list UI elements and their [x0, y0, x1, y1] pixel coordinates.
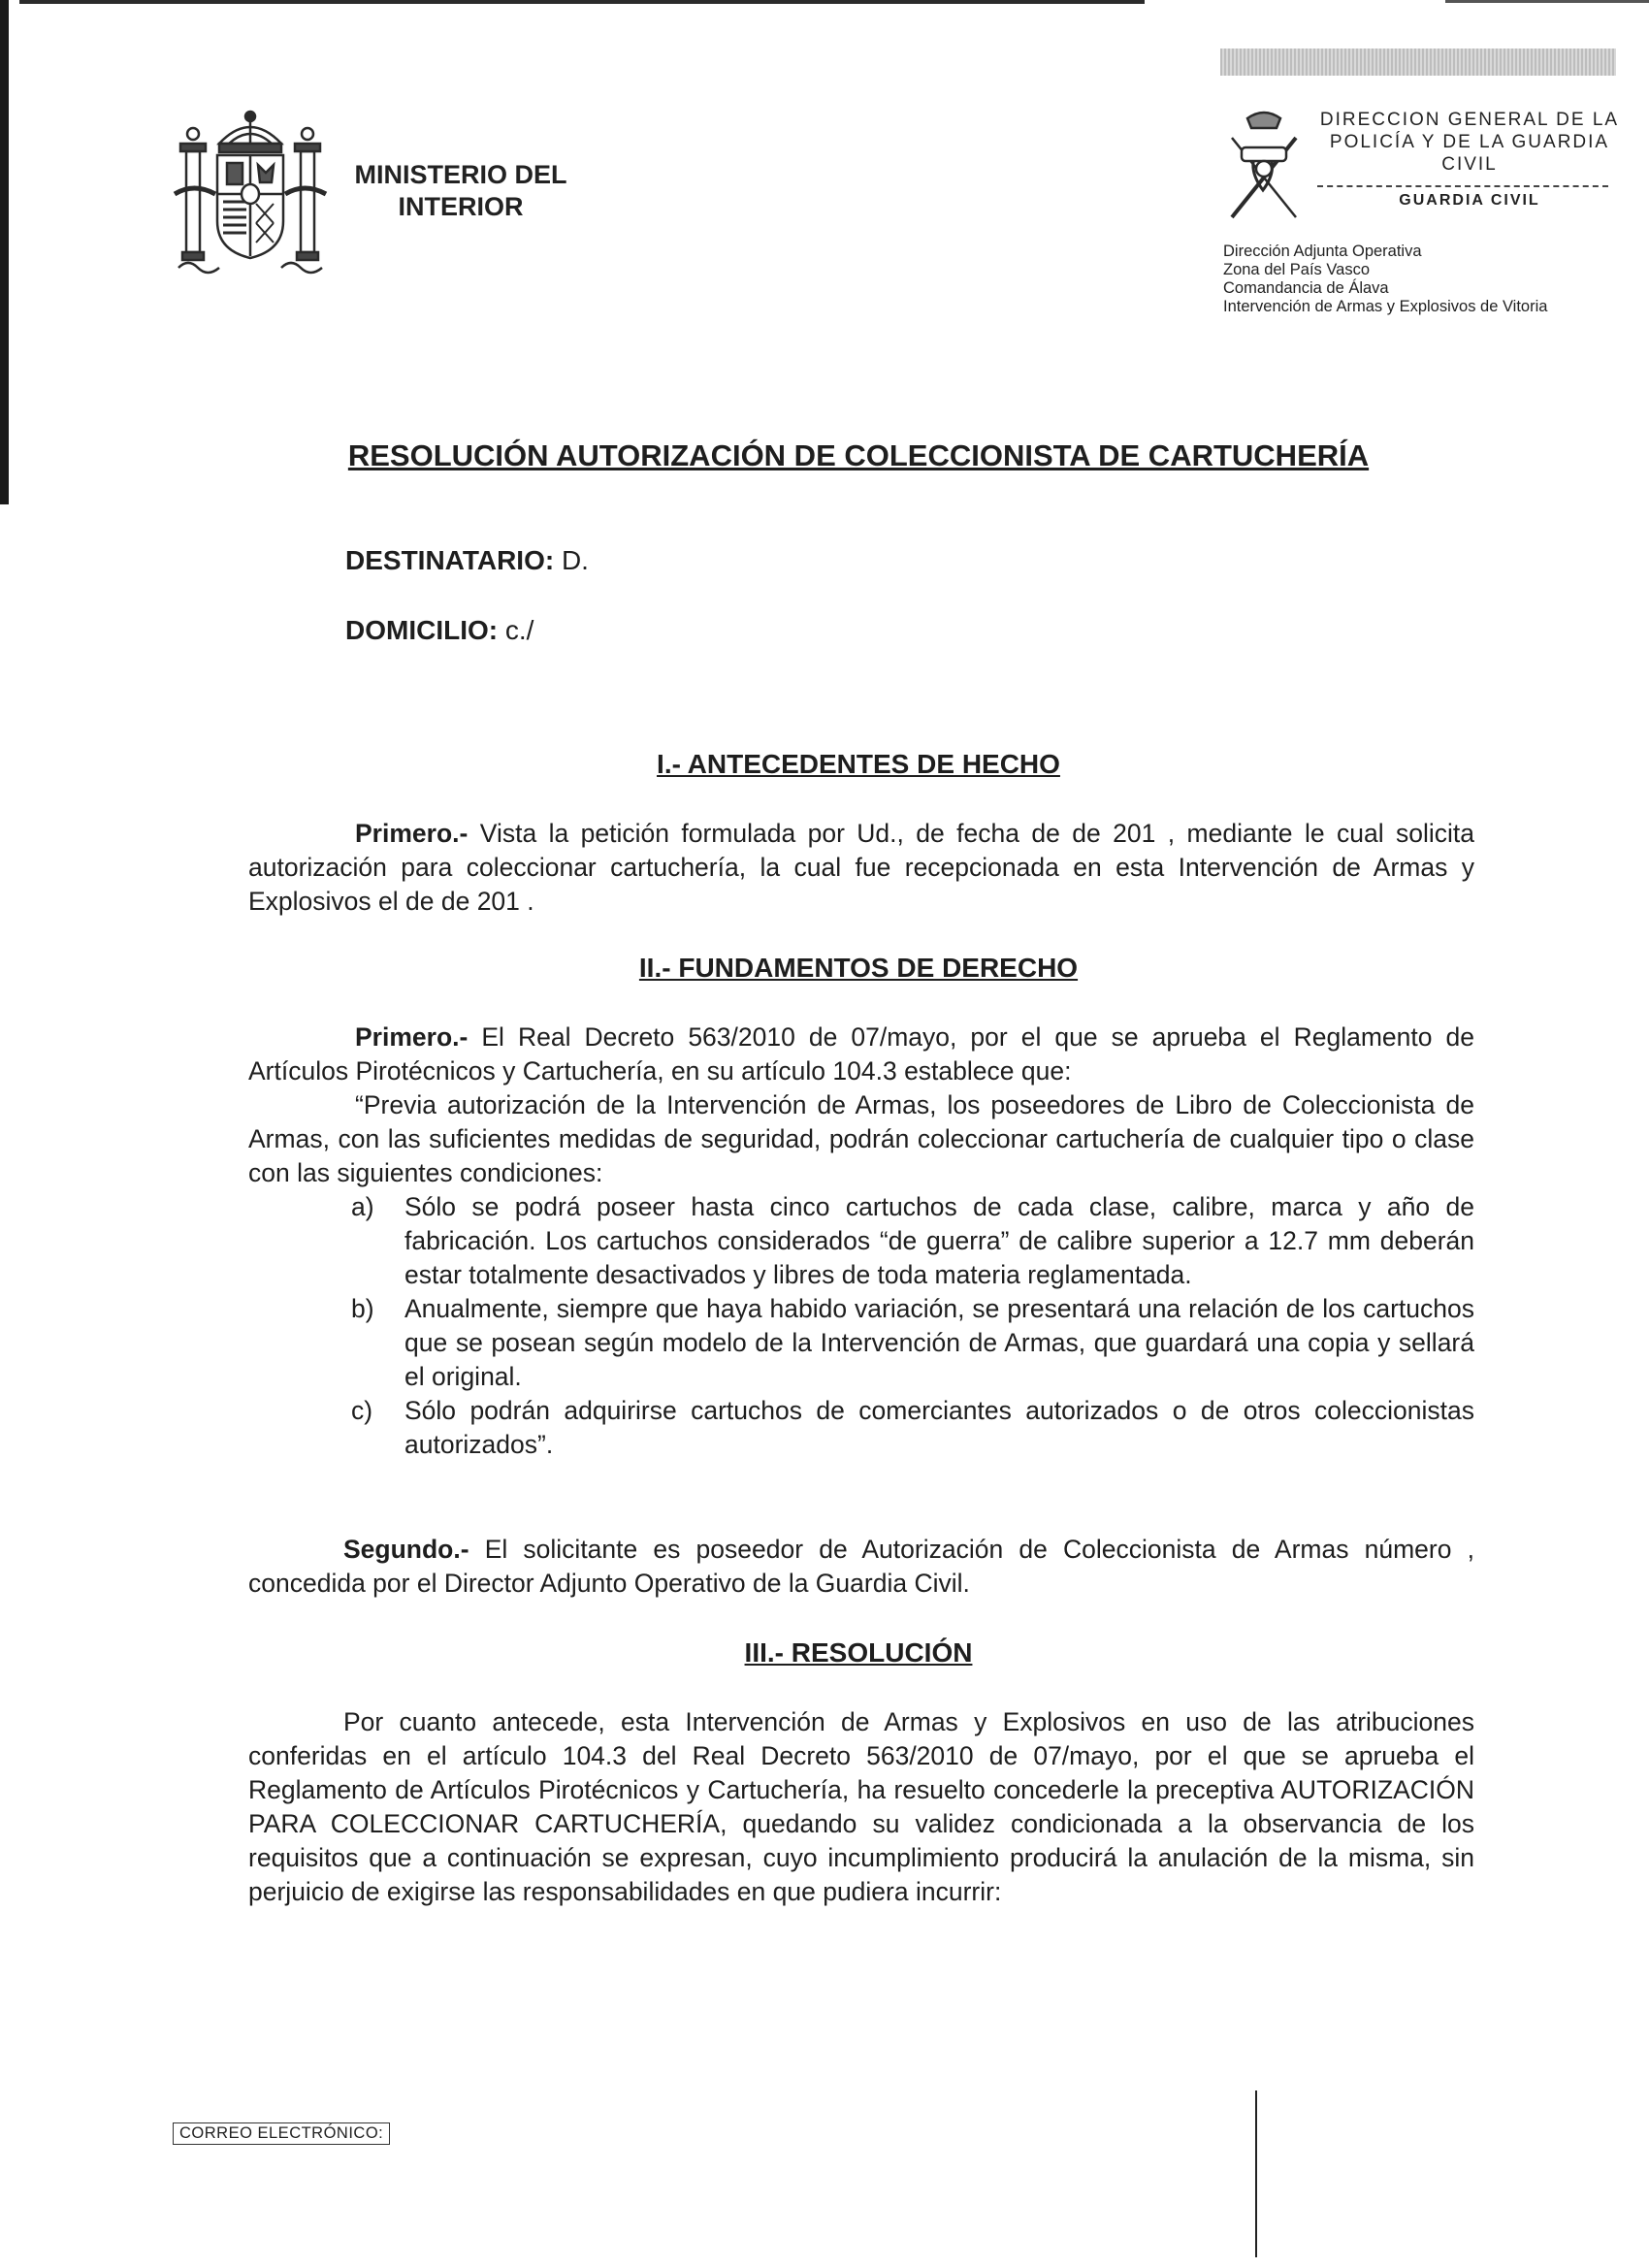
section-heading-fundamentos: II.- FUNDAMENTOS DE DERECHO	[638, 953, 1079, 983]
recipient-value: D.	[561, 545, 589, 575]
signature-line	[1255, 2090, 1257, 2257]
email-label-box: CORREO ELECTRÓNICO:	[173, 2122, 390, 2145]
scan-edge	[0, 0, 9, 504]
header-divider	[1317, 185, 1608, 187]
address-label: DOMICILIO:	[345, 615, 499, 645]
spain-coat-of-arms-icon	[173, 105, 328, 277]
paragraph-text: El Real Decreto 563/2010 de 07/mayo, por el que se aprueba el Reglamento de Artículos Pirotécnicos y Cartuchería, en su artículo 104.3 establece que:	[248, 1022, 1474, 1085]
address-field	[345, 615, 534, 646]
section-heading-antecedentes: I.- ANTECEDENTES DE HECHO	[657, 749, 1060, 779]
section-heading-resolucion: III.- RESOLUCIÓN	[744, 1637, 973, 1668]
list-item	[351, 1190, 1474, 1292]
segundo-paragraph	[248, 1533, 1474, 1601]
dept-line: Dirección Adjunta Operativa	[1223, 243, 1422, 260]
list-text: Sólo se podrá poseer hasta cinco cartuchos de cada clase, calibre, marca y año de fabricación. Los cartuchos considerados “de guerra” de calibre superior a 12.7 mm deberán estar totalmente desactivados y libres de toda materia reglamentada.	[404, 1192, 1474, 1289]
department-block	[1223, 243, 1649, 316]
address-value: c./	[504, 615, 534, 645]
conditions-list	[351, 1190, 1474, 1462]
stamp-strip	[1220, 49, 1616, 76]
directorate-title: DIRECCION GENERAL DE LA POLICÍA Y DE LA GUARDIA CIVIL	[1319, 110, 1620, 175]
recipient-field	[345, 545, 589, 576]
quote-paragraph	[248, 1088, 1474, 1190]
scan-top-line	[19, 0, 1145, 4]
resolucion-paragraph	[248, 1705, 1474, 1909]
list-text: Sólo podrán adquirirse cartuchos de comerciantes autorizados o de otros coleccionistas autorizados”.	[404, 1396, 1474, 1459]
ministry-name: MINISTERIO DEL INTERIOR	[354, 160, 567, 221]
guardia-civil-emblem-icon	[1220, 109, 1308, 223]
guardia-civil-label: GUARDIA CIVIL	[1399, 192, 1540, 209]
antecedentes-paragraph	[248, 817, 1474, 919]
dept-line: Comandancia de Álava	[1223, 279, 1389, 297]
list-marker: a)	[351, 1192, 374, 1221]
list-marker: b)	[351, 1294, 374, 1323]
fundamentos-paragraph	[248, 1021, 1474, 1088]
list-marker: c)	[351, 1396, 373, 1425]
dept-line: Intervención de Armas y Explosivos de Vitoria	[1223, 298, 1548, 315]
recipient-label: DESTINATARIO:	[345, 545, 555, 575]
list-item	[351, 1292, 1474, 1394]
dept-line: Zona del País Vasco	[1223, 261, 1371, 278]
document-title: RESOLUCIÓN AUTORIZACIÓN DE COLECCIONISTA DE CARTUCHERÍA	[347, 438, 1370, 472]
paragraph-lead: Primero.-	[355, 1022, 469, 1052]
paragraph-text: Por cuanto antecede, esta Intervención de Armas y Explosivos en uso de las atribuciones conferidas en el artículo 104.3 del Real Decreto 563/2010 de 07/mayo, por el que se aprueba el Reglamento de Artículos Pirotécnicos y Cartuchería, ha resuelto concederle la preceptiva AUTORIZACIÓN PARA COLECCIONAR CARTUCHERÍA, quedando su validez condicionada a la observancia de los requisitos que a continuación se expresan, cuyo incumplimiento producirá la anulación de la misma, sin perjuicio de exigirse las responsabilidades en que pudiera incurrir:	[248, 1707, 1474, 1906]
paragraph-text: Vista la petición formulada por Ud., de fecha de de 201 , mediante le cual solicita autorización para coleccionar cartuchería, la cual fue recepcionada en esta Intervención de Armas y Explosivos el de de 201 .	[248, 819, 1474, 916]
paragraph-lead: Primero.-	[355, 819, 469, 848]
quote-text: “Previa autorización de la Intervención de Armas, los poseedores de Libro de Coleccionista de Armas, con las suficientes medidas de seguridad, podrán coleccionar cartuchería de cualquier tipo o clase con las siguientes condiciones:	[248, 1090, 1474, 1187]
paragraph-lead: Segundo.-	[343, 1535, 469, 1564]
list-text: Anualmente, siempre que haya habido variación, se presentará una relación de los cartuchos que se posean según modelo de la Intervención de Armas, que guardará una copia y sellará el original.	[404, 1294, 1474, 1391]
scan-top-line-right	[1445, 0, 1649, 3]
paragraph-text: El solicitante es poseedor de Autorización de Coleccionista de Armas número , concedida por el Director Adjunto Operativo de la Guardia Civil.	[248, 1535, 1474, 1598]
list-item	[351, 1394, 1474, 1462]
